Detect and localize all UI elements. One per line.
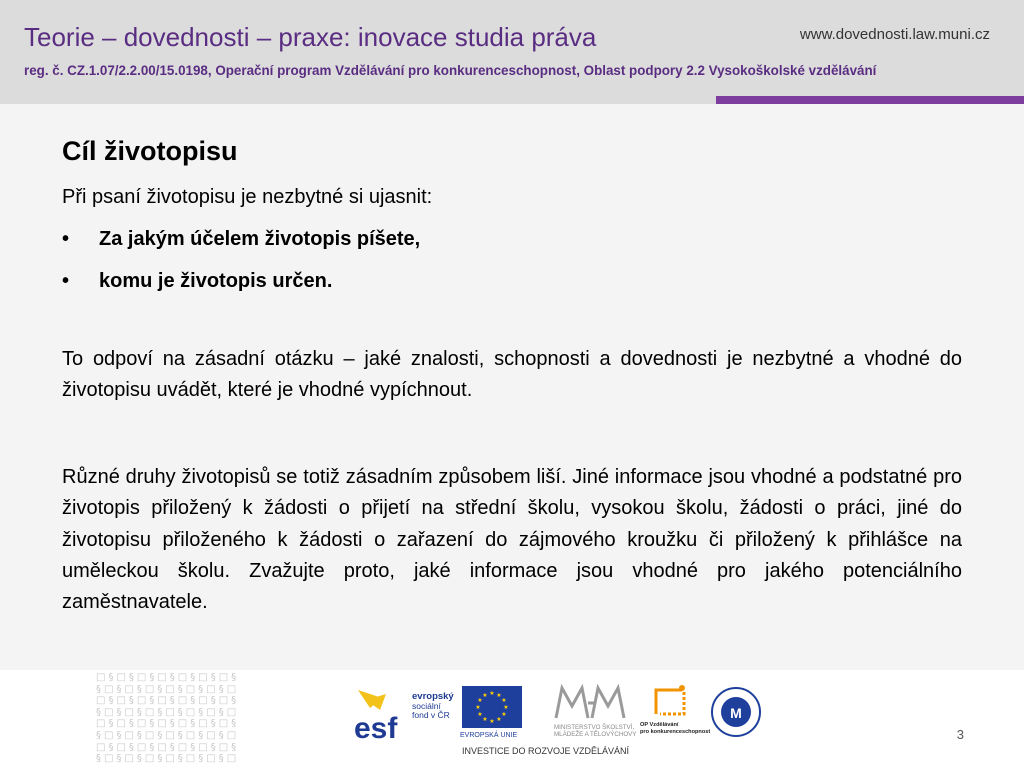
esf-mark-icon xyxy=(352,686,410,742)
intro-text: Při psaní životopisu je nezbytné si ujasnit: xyxy=(62,186,433,208)
esf-label xyxy=(412,692,454,721)
esf-label-line: sociální xyxy=(412,700,441,711)
slide-content xyxy=(0,104,1024,670)
header-subtitle: reg. č. CZ.1.07/2.2.00/15.0198, Operační program Vzdělávání pro konkurenceschopnost, Oblast podpory 2.2 Vysokoškolské vzdělávání xyxy=(24,63,877,78)
esf-label-line: evropský xyxy=(412,691,454,702)
msmt-label xyxy=(554,724,636,739)
slide-heading: Cíl životopisu xyxy=(62,136,238,166)
op-label-line: pro konkurenceschopnost xyxy=(640,729,711,735)
bullet-icon: • xyxy=(62,228,70,250)
svg-text:M: M xyxy=(730,705,742,721)
svg-text:★: ★ xyxy=(503,704,509,711)
eu-label: EVROPSKÁ UNIE xyxy=(460,732,518,739)
paragraph: Různé druhy životopisů se totiž zásadním způsobem liší. Jiné informace jsou vhodné a podstatné pro životopis přiložený k žádosti o přijetí na střední školu, vysokou školu, žádosti o práci, jiné do životopisu přiloženého k žádosti o zařazení do zájmového kroužku či přiložený k přihlášce na uměleckou školu. Zvažujte proto, jaké informace jsou vhodné pro jakého potenciálního zaměstnavatele. xyxy=(62,466,962,614)
bullet-item xyxy=(62,228,420,251)
esf-label-line: fond v ČR xyxy=(412,710,450,721)
svg-text:★: ★ xyxy=(496,716,502,723)
slide-footer xyxy=(0,670,1024,768)
header-url: www.dovednosti.law.muni.cz xyxy=(799,26,990,43)
svg-text:★: ★ xyxy=(477,697,483,704)
op-mark-icon xyxy=(652,684,688,720)
page-number: 3 xyxy=(956,727,964,742)
op-label xyxy=(640,722,710,736)
msmt-logo xyxy=(552,684,637,744)
bullet-icon: • xyxy=(62,270,70,292)
eu-flag-icon xyxy=(462,686,522,728)
decorative-pattern: □§□§□§□§□§□§□§ §□§□§□§□§□§□§□ □§□§□§□§□§□§□§ §□§□§□§□§□§□§□ □§□§□§□§□§□§□§ §□§□§□§□§□§□§□ □§□§□§□§□§□§□§ §□§□§□§□§□§□§□ xyxy=(96,672,240,765)
svg-text:★: ★ xyxy=(501,711,507,718)
svg-text:★: ★ xyxy=(482,692,488,699)
header-accent-stripe xyxy=(716,96,1024,104)
svg-text:★: ★ xyxy=(482,716,488,723)
svg-text:★: ★ xyxy=(489,718,495,725)
svg-text:★: ★ xyxy=(475,704,481,711)
svg-text:★: ★ xyxy=(489,690,495,697)
msmt-mark-icon xyxy=(552,684,628,722)
masaryk-university-seal-icon xyxy=(710,686,762,738)
msmt-label-line: MLÁDEŽE A TĚLOVÝCHOVY xyxy=(554,731,637,739)
paragraph: To odpoví na zásadní otázku – jaké znalosti, schopnosti a dovednosti je nezbytné a vhodné do životopisu uvádět, které je vhodné vypíchnout. xyxy=(62,348,962,402)
msmt-label-line: MINISTERSTVO ŠKOLSTVÍ, xyxy=(554,724,635,731)
slide-header xyxy=(0,0,1024,104)
op-logo xyxy=(640,684,712,746)
eu-logo xyxy=(462,686,522,746)
bullet-item xyxy=(62,270,332,293)
svg-text:★: ★ xyxy=(477,711,483,718)
invest-label: INVESTICE DO ROZVOJE VZDĚLÁVÁNÍ xyxy=(462,746,630,756)
bullet-text: Za jakým účelem životopis píšete, xyxy=(99,228,421,250)
esf-logo xyxy=(352,686,452,742)
svg-text:★: ★ xyxy=(496,692,502,699)
svg-text:★: ★ xyxy=(501,697,507,704)
header-title: Teorie – dovednosti – praxe: inovace studia práva xyxy=(24,22,597,52)
svg-text:esf: esf xyxy=(354,712,398,742)
bullet-text: komu je životopis určen. xyxy=(99,270,333,292)
op-label-line: OP Vzdělávání xyxy=(640,722,679,728)
